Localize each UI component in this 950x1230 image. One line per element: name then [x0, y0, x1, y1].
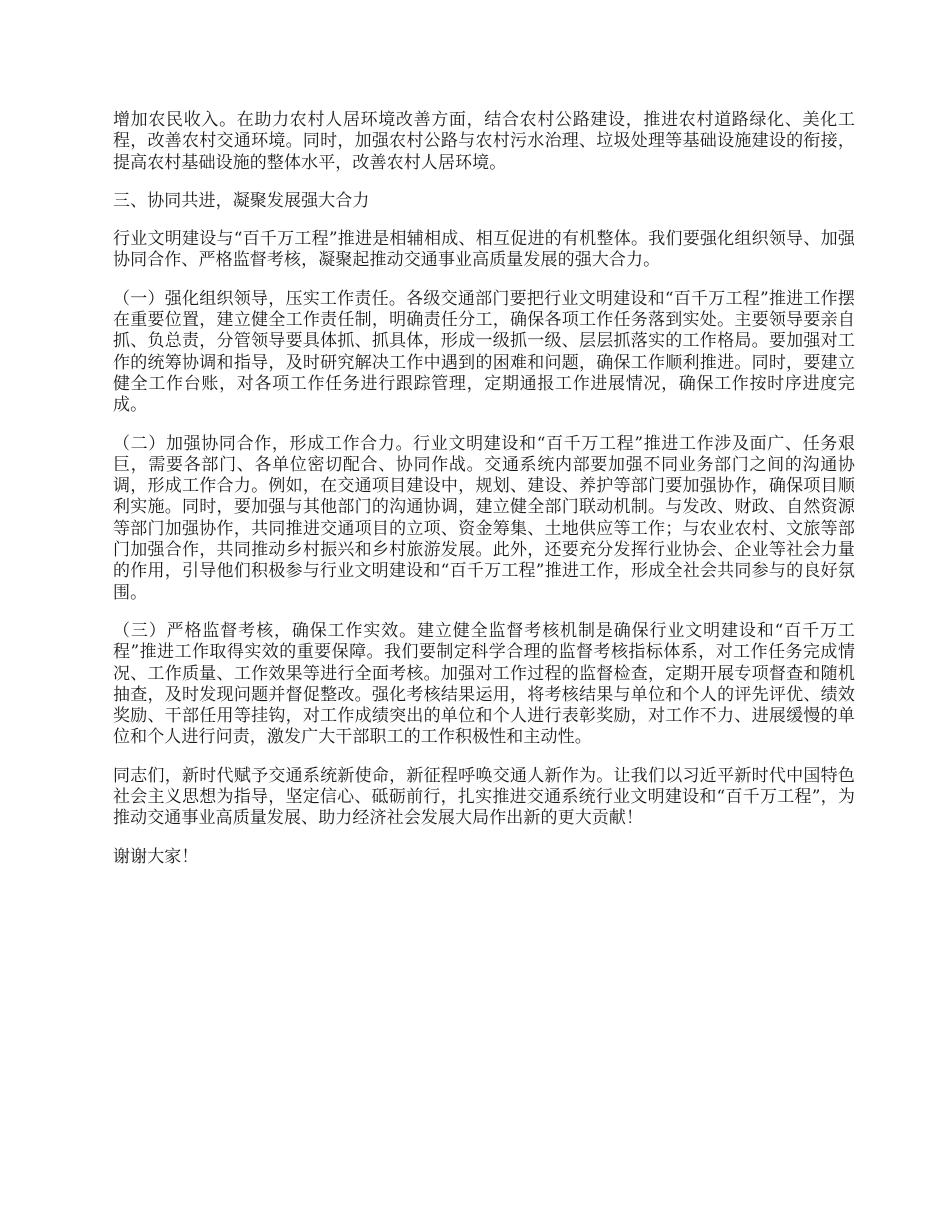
paragraph-closing-call: 同志们，新时代赋予交通系统新使命，新征程呼唤交通人新作为。让我们以习近平新时代中国特色社会主义思想为指导，坚定信心、砥砺前行，扎实推进交通系统行业文明建设和“百千万工程”，为推动交通事业高质量发展、助力经济社会发展大局作出新的更大贡献！ [113, 765, 855, 829]
paragraph-section-intro: 行业文明建设与“百千万工程”推进是相辅相成、相互促进的有机整体。我们要强化组织领导、加强协同合作、严格监督考核，凝聚起推动交通事业高质量发展的强大合力。 [113, 229, 855, 271]
document-body [113, 110, 855, 885]
paragraph-collaboration: （二）加强协同合作，形成工作合力。行业文明建设和“百千万工程”推进工作涉及面广、任务艰巨，需要各部门、各单位密切配合、协同作战。交通系统内部要加强不同业务部门之间的沟通协调，形成工作合力。例如，在交通项目建设中，规划、建设、养护等部门要加强协作，确保项目顺利实施。同时，要加强与其他部门的沟通协调，建立健全部门联动机制。与发改、财政、自然资源等部门加强协作，共同推进交通项目的立项、资金筹集、土地供应等工作；与农业农村、文旅等部门加强合作，共同推动乡村振兴和乡村旅游发展。此外，还要充分发挥行业协会、企业等社会力量的作用，引导他们积极参与行业文明建设和“百千万工程”推进工作，形成全社会共同参与的良好氛围。 [113, 433, 855, 603]
paragraph-organization-leadership: （一）强化组织领导，压实工作责任。各级交通部门要把行业文明建设和“百千万工程”推进工作摆在重要位置，建立健全工作责任制，明确责任分工，确保各项工作任务落到实处。主要领导要亲自抓、负总责，分管领导要具体抓、抓具体，形成一级抓一级、层层抓落实的工作格局。要加强对工作的统筹协调和指导，及时研究解决工作中遇到的困难和问题，确保工作顺利推进。同时，要建立健全工作台账，对各项工作任务进行跟踪管理，定期通报工作进展情况，确保工作按时序进度完成。 [113, 288, 855, 416]
paragraph-thanks: 谢谢大家！ [113, 846, 199, 867]
paragraph-supervision: （三）严格监督考核，确保工作实效。建立健全监督考核机制是确保行业文明建设和“百千万工程”推进工作取得实效的重要保障。我们要制定科学合理的监督考核指标体系，对工作任务完成情况、工作质量、工作效果等进行全面考核。加强对工作过程的监督检查，定期开展专项督查和随机抽查，及时发现问题并督促整改。强化考核结果运用，将考核结果与单位和个人的评先评优、绩效奖励、干部任用等挂钩，对工作成绩突出的单位和个人进行表彰奖励，对工作不力、进展缓慢的单位和个人进行问责，激发广大干部职工的工作积极性和主动性。 [113, 620, 855, 748]
paragraph-rural-environment: 增加农民收入。在助力农村人居环境改善方面，结合农村公路建设，推进农村道路绿化、美化工程，改善农村交通环境。同时，加强农村公路与农村污水治理、垃圾处理等基础设施建设的衔接，提高农村基础设施的整体水平，改善农村人居环境。 [113, 110, 855, 173]
section-heading-3: 三、协同共进，凝聚发展强大合力 [113, 190, 370, 211]
